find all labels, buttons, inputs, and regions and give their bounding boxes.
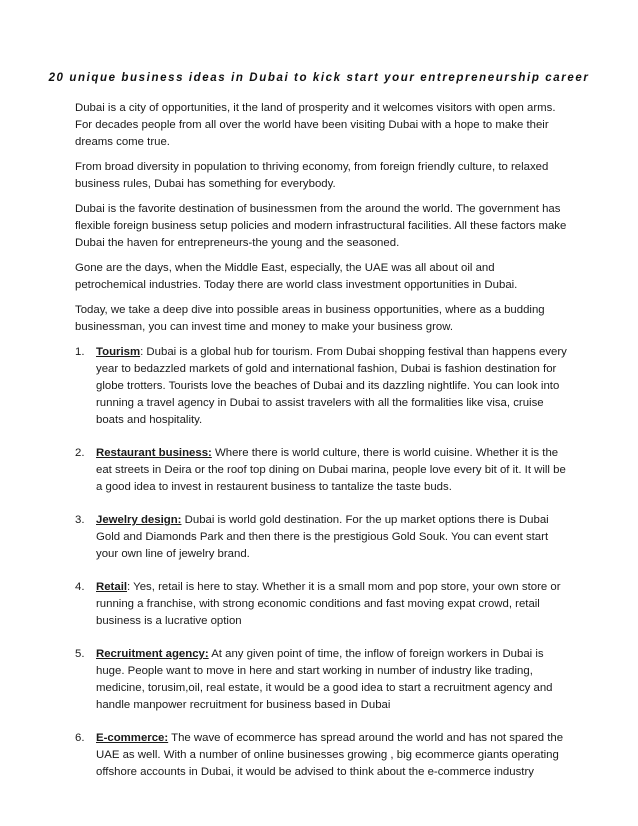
list-item-text: Where there is world culture, there is world cuisine. Whether it is the eat streets in Deira or the roof top dining on Dubai marina, people love every bit of it. It will be a good idea to invest in restaurent business to tantalize the taste buds.: [96, 447, 566, 493]
list-item-term: Recruitment agency:: [96, 648, 209, 660]
list-item-text: : Dubai is a global hub for tourism. From Dubai shopping festival than happens every year to bedazzled markets of gold and international fashion, Dubai is fashion destination for globe trotters. Tourists love the beaches of Dubai and its dazzling nightlife. You can look into running a travel agency in Dubai to assist travelers with all the formalities like visa, cruise boats and hospitality.: [96, 346, 567, 426]
list-item: [75, 730, 567, 781]
list-item-text: Dubai is world gold destination. For the up market options there is Dubai Gold and Diamonds Park and then there is the prestigious Gold Souk. You can event start your own line of jewelry brand.: [96, 514, 549, 560]
list-item-number: 3.: [75, 514, 85, 526]
list-item-number: 2.: [75, 447, 85, 459]
document-title: 20 unique business ideas in Dubai to kick start your entrepreneurship career: [48, 72, 590, 84]
list-item-text: At any given point of time, the inflow of foreign workers in Dubai is huge. People want to move in here and start working in number of industry like trading, medicine, torusim,oil, real estate, it would be a good idea to start a recruitment agency and handle manpower recruitment for business based in Dubai: [96, 648, 553, 711]
list-item-text: : Yes, retail is here to stay. Whether it is a small mom and pop store, your own store or running a franchise, with strong economic conditions and fast moving expat crowd, retail business is a lucrative option: [96, 581, 561, 627]
list-item: [75, 646, 567, 714]
intro-paragraph: Dubai is the favorite destination of businessmen from the around the world. The government has flexible foreign business setup policies and modern infrastructural facilities. All these factors make Dubai the haven for entrepreneurs-the young and the seasoned.: [75, 203, 567, 249]
list-item-term: Jewelry design:: [96, 514, 182, 526]
list-item: [75, 579, 567, 630]
list-item: [75, 445, 567, 496]
intro-paragraph: Today, we take a deep dive into possible areas in business opportunities, where as a budding businessman, you can invest time and money to make your business grow.: [75, 304, 545, 333]
list-item-text: The wave of ecommerce has spread around the world and has not spared the UAE as well. With a number of online businesses growing , big ecommerce giants operating offshore accounts in Dubai, it would be advised to think about the e-commerce industry: [96, 732, 564, 778]
list-item-term: Retail: [96, 581, 128, 593]
list-item: [75, 344, 567, 429]
list-item-number: 4.: [75, 581, 85, 593]
intro-paragraph: From broad diversity in population to thriving economy, from foreign friendly culture, to relaxed business rules, Dubai has something for everybody.: [75, 161, 549, 190]
list-item-number: 5.: [75, 648, 85, 660]
list-item-term: Restaurant business:: [96, 447, 212, 459]
list-item-term: E-commerce:: [96, 732, 169, 744]
business-ideas-list: [75, 344, 567, 781]
list-item: [75, 512, 567, 563]
list-item-number: 6.: [75, 732, 85, 744]
intro-paragraph: Gone are the days, when the Middle East, especially, the UAE was all about oil and petrochemical industries. Today there are world class investment opportunities in Dubai.: [75, 262, 518, 291]
list-item-number: 1.: [75, 346, 85, 358]
document-body: [75, 100, 567, 797]
intro-paragraph: Dubai is a city of opportunities, it the land of prosperity and it welcomes visitors with open arms. For decades people from all over the world have been visiting Dubai with a hope to make their dreams come true.: [75, 102, 556, 148]
list-item-term: Tourism: [96, 346, 141, 358]
